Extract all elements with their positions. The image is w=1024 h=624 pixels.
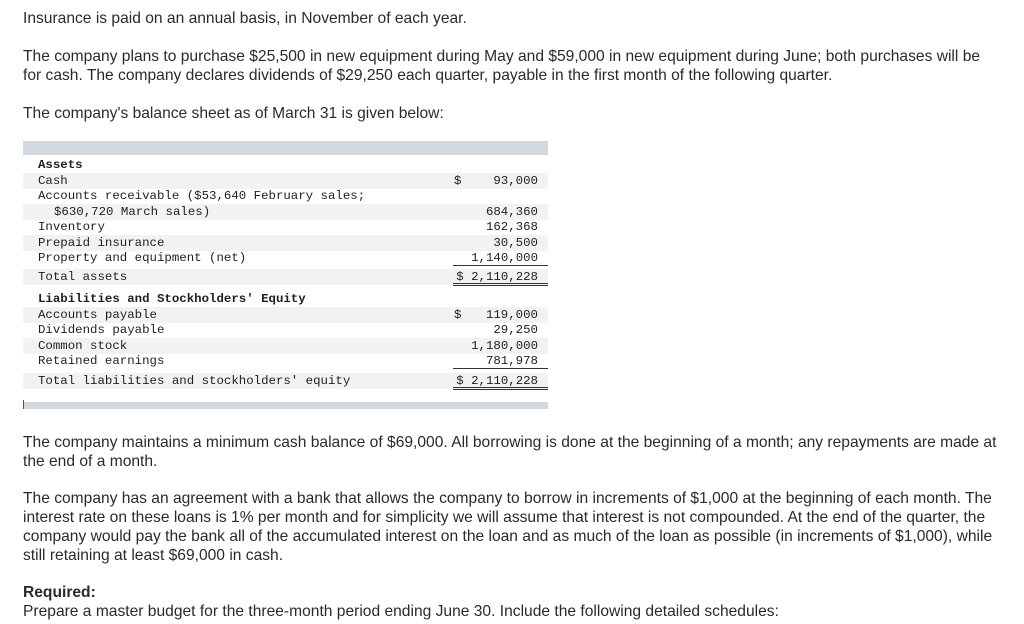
- accounts-payable-amount: 119,000: [485, 308, 538, 322]
- ppe-underline: [453, 250, 548, 266]
- retained-earnings-label: Retained earnings: [38, 354, 165, 368]
- prepaid-insurance-label: Prepaid insurance: [38, 236, 165, 250]
- accounts-payable-label: Accounts payable: [38, 308, 157, 322]
- table-header-bar: [23, 141, 548, 155]
- accounts-receivable-amount: 684,360: [485, 205, 538, 219]
- total-le-double-underline: [453, 373, 548, 390]
- retained-earnings-amount: 781,978: [485, 354, 538, 368]
- total-assets-amount: $ 2,110,228: [456, 270, 538, 284]
- property-equipment-amount: 1,140,000: [471, 251, 538, 265]
- accounts-payable-dollar-sign: $: [454, 308, 462, 322]
- row-liabilities-heading: [23, 291, 548, 307]
- row-prepaid-insurance: [23, 235, 548, 251]
- inventory-amount: 162,368: [485, 220, 538, 234]
- cash-amount: 93,000: [493, 174, 538, 188]
- common-stock-amount: 1,180,000: [471, 339, 538, 353]
- paragraph-equipment-dividends: The company plans to purchase $25,500 in new equipment during May and $59,000 in new equipment during June; both purchases will be for cash. The company declares dividends of $29,250 each quarter, payable in the first month of the following quarter.: [23, 48, 981, 84]
- row-common-stock: [23, 338, 548, 354]
- row-property-equipment: [23, 250, 548, 266]
- assets-heading: Assets: [38, 158, 83, 172]
- row-cash: [23, 173, 548, 189]
- common-stock-label: Common stock: [38, 339, 128, 353]
- row-accounts-payable: [23, 307, 548, 323]
- row-accounts-receivable-2: [23, 204, 548, 220]
- table-footer-mark: [23, 400, 24, 409]
- accounts-receivable-label-line2: $630,720 March sales): [54, 205, 211, 219]
- inventory-label: Inventory: [38, 220, 105, 234]
- liabilities-equity-heading: Liabilities and Stockholders' Equity: [38, 292, 306, 306]
- paragraph-minimum-cash: The company maintains a minimum cash balance of $69,000. All borrowing is done at the beginning of a month; any repayments are made at the end of a month.: [23, 434, 997, 470]
- required-label: Required:: [23, 584, 96, 601]
- paragraph-bank-agreement: The company has an agreement with a bank that allows the company to borrow in increments of $1,000 at the beginning of each month. The interest rate on these loans is 1% per month and for simplicity we will assume that interest is not compounded. At the end of the quarter, the company would pay the bank all of the accumulated interest on the loan and as much of the loan as possible (in increments of $1,000), while still retaining at least $69,000 in cash.: [23, 490, 993, 564]
- total-assets-label: Total assets: [38, 270, 128, 284]
- total-liabilities-equity-label: Total liabilities and stockholders' equity: [38, 374, 351, 388]
- row-assets-heading: [23, 157, 548, 173]
- row-inventory: [23, 219, 548, 235]
- cash-label: Cash: [38, 174, 68, 188]
- accounts-receivable-label-line1: Accounts receivable ($53,640 February sales;: [38, 189, 366, 203]
- row-total-assets: [23, 269, 548, 285]
- total-liabilities-equity-amount: $ 2,110,228: [456, 374, 538, 388]
- row-retained-earnings: [23, 353, 548, 369]
- dividends-payable-label: Dividends payable: [38, 323, 165, 337]
- row-accounts-receivable-1: [23, 188, 548, 204]
- paragraph-insurance: Insurance is paid on an annual basis, in November of each year.: [23, 10, 467, 27]
- total-assets-double-underline: [453, 269, 548, 286]
- required-text: Prepare a master budget for the three-month period ending June 30. Include the following detailed schedules:: [23, 603, 779, 620]
- retained-earnings-underline: [453, 353, 548, 369]
- required-section: [23, 583, 998, 621]
- dividends-payable-amount: 29,250: [493, 323, 538, 337]
- table-footer-bar: [23, 402, 548, 409]
- paragraph-balance-sheet-intro: The company's balance sheet as of March 31 is given below:: [23, 105, 444, 122]
- cash-dollar-sign: $: [454, 174, 462, 188]
- row-total-liabilities-equity: [23, 373, 548, 389]
- prepaid-insurance-amount: 30,500: [493, 236, 538, 250]
- property-equipment-label: Property and equipment (net): [38, 251, 247, 265]
- row-dividends-payable: [23, 322, 548, 338]
- balance-sheet-table: [23, 141, 548, 409]
